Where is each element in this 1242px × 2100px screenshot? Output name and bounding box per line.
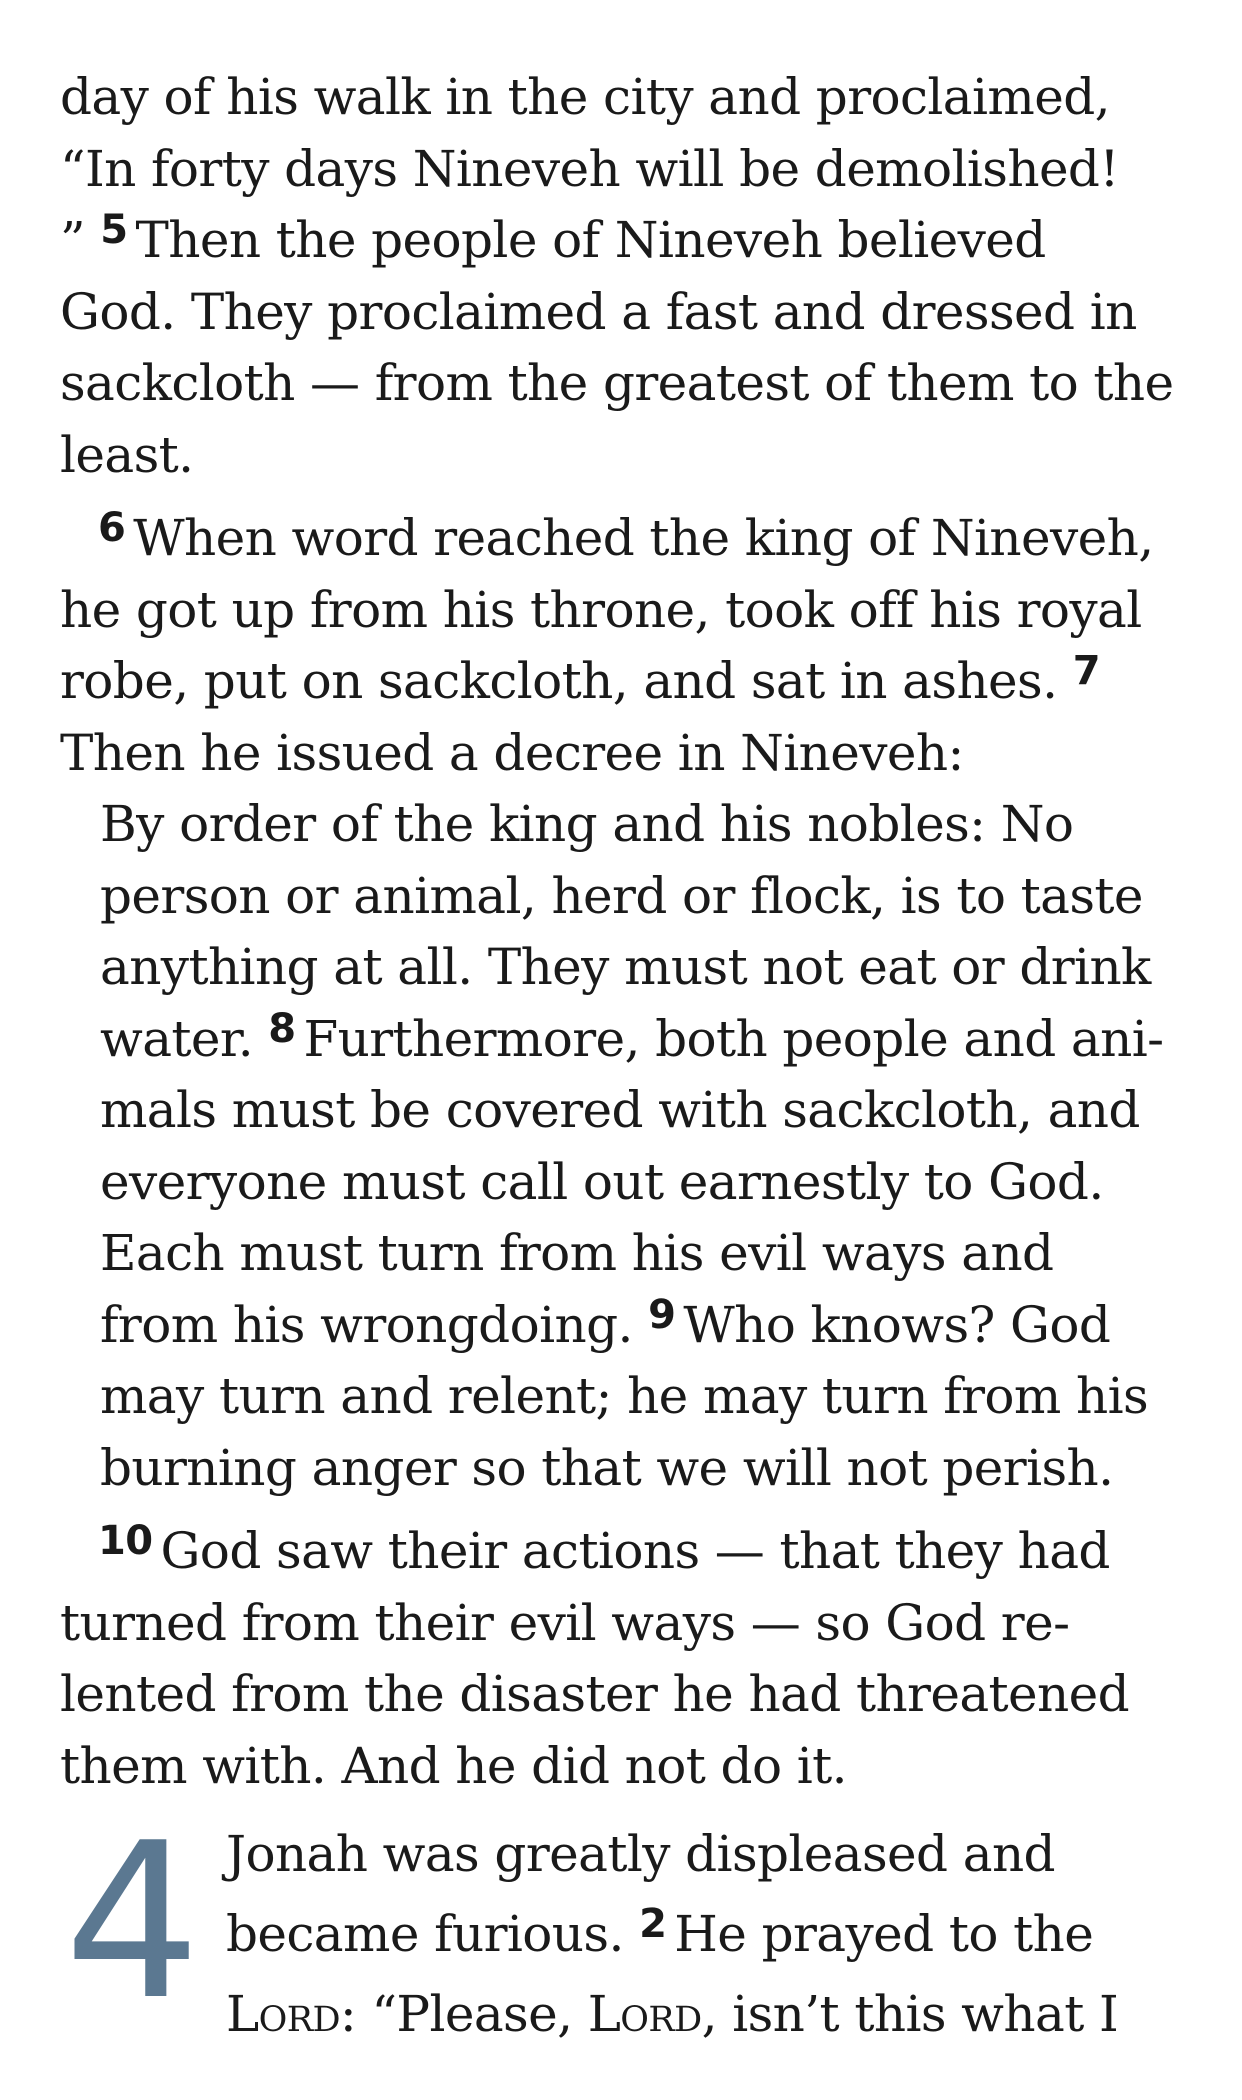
text-line	[60, 62, 1190, 134]
text-line	[100, 1218, 1190, 1290]
passage-text: Then he issued a decree in Nineveh:	[60, 723, 964, 782]
verse-number-7: 7	[1072, 648, 1100, 694]
text-line	[226, 1974, 1190, 2054]
decree-text: person or animal, herd or flock, is to taste	[100, 866, 1143, 925]
divine-name: Lord	[587, 1985, 702, 2043]
verse-number-8: 8	[268, 1005, 296, 1052]
text-line	[60, 718, 1190, 790]
passage-text: God. They proclaimed a fast and dressed in	[60, 282, 1137, 341]
text-line	[60, 420, 1190, 492]
text-line	[60, 1588, 1190, 1660]
text-line	[100, 789, 1190, 861]
text-line	[100, 932, 1190, 1004]
decree-text: water.	[100, 1009, 253, 1068]
divine-name: Lord	[226, 1985, 340, 2043]
text-line	[60, 1659, 1190, 1731]
passage-text: lented from the disaster he had threatened	[60, 1665, 1130, 1723]
text-line	[100, 1290, 1190, 1362]
text-line	[100, 1075, 1190, 1147]
text-line	[60, 646, 1190, 718]
text-line	[60, 348, 1190, 420]
passage-text: When word reached the king of Nineveh,	[133, 509, 1154, 567]
decree-text: may turn and relent; he may turn from his	[100, 1367, 1149, 1425]
chapter-4-start	[60, 1796, 1190, 2054]
chapter-4-text	[60, 1796, 1190, 2054]
passage-text: least.	[60, 425, 194, 484]
passage-text: “In forty days Nineveh will be demolished!	[60, 139, 1119, 198]
chapter-drop-cap: 4	[64, 1796, 193, 2047]
text-line	[100, 1433, 1190, 1505]
text-line	[226, 1814, 1190, 1894]
decree-text: mals must be covered with sackcloth, and	[100, 1081, 1140, 1139]
passage-text: he got up from his throne, took off his royal	[60, 580, 1142, 639]
passage-text: robe, put on sackcloth, and sat in ashes.	[60, 652, 1058, 710]
decree-text: Furthermore, both people and ani-	[303, 1009, 1164, 1068]
text-line	[60, 277, 1190, 349]
passage-text: , isn’t this what I	[701, 1985, 1119, 2043]
text-line	[100, 1361, 1190, 1433]
decree-text: Who knows? God	[683, 1295, 1111, 1354]
text-line	[60, 205, 1190, 277]
decree-text: anything at all. They must not eat or drink	[100, 938, 1151, 996]
text-line	[100, 1147, 1190, 1219]
text-line	[226, 1894, 1190, 1974]
passage-text: day of his walk in the city and proclaimed,	[60, 68, 1110, 126]
decree-block	[60, 789, 1190, 1504]
text-line	[60, 575, 1190, 647]
decree-text: everyone must call out earnestly to God.	[100, 1152, 1104, 1211]
decree-text: By order of the king and his nobles: No	[100, 795, 1074, 853]
verse-number-10: 10	[98, 1518, 153, 1564]
decree-text: burning anger so that we will not perish.	[100, 1438, 1114, 1497]
text-line	[100, 1004, 1190, 1076]
verse-number-2: 2	[639, 1901, 667, 1947]
verse-number-9: 9	[648, 1291, 676, 1338]
text-line	[100, 861, 1190, 933]
passage-text: turned from their evil ways — so God re-	[60, 1593, 1070, 1652]
passage-text: : “Please,	[339, 1985, 588, 2043]
verse-number-5: 5	[100, 207, 128, 253]
text-line	[60, 134, 1190, 206]
closing-quote: ”	[60, 211, 85, 269]
passage-text: them with. And he did not do it.	[60, 1736, 847, 1795]
passage-text: God saw their actions — that they had	[160, 1522, 1110, 1580]
passage-text: became furious.	[226, 1905, 624, 1963]
passage-text: Then the people of Nineveh believed	[135, 211, 1046, 269]
text-line	[60, 1731, 1190, 1803]
text-line	[60, 503, 1190, 575]
decree-text: Each must turn from his evil ways and	[100, 1224, 1054, 1282]
decree-text: from his wrongdoing.	[100, 1295, 633, 1354]
passage-text: Jonah was greatly displeased and	[226, 1825, 1055, 1883]
passage-text: He prayed to the	[674, 1905, 1094, 1963]
verse-number-6: 6	[98, 505, 126, 551]
passage-text: sackcloth — from the greatest of them to the	[60, 354, 1174, 412]
reader-page	[60, 62, 1190, 2054]
text-line	[60, 1516, 1190, 1588]
